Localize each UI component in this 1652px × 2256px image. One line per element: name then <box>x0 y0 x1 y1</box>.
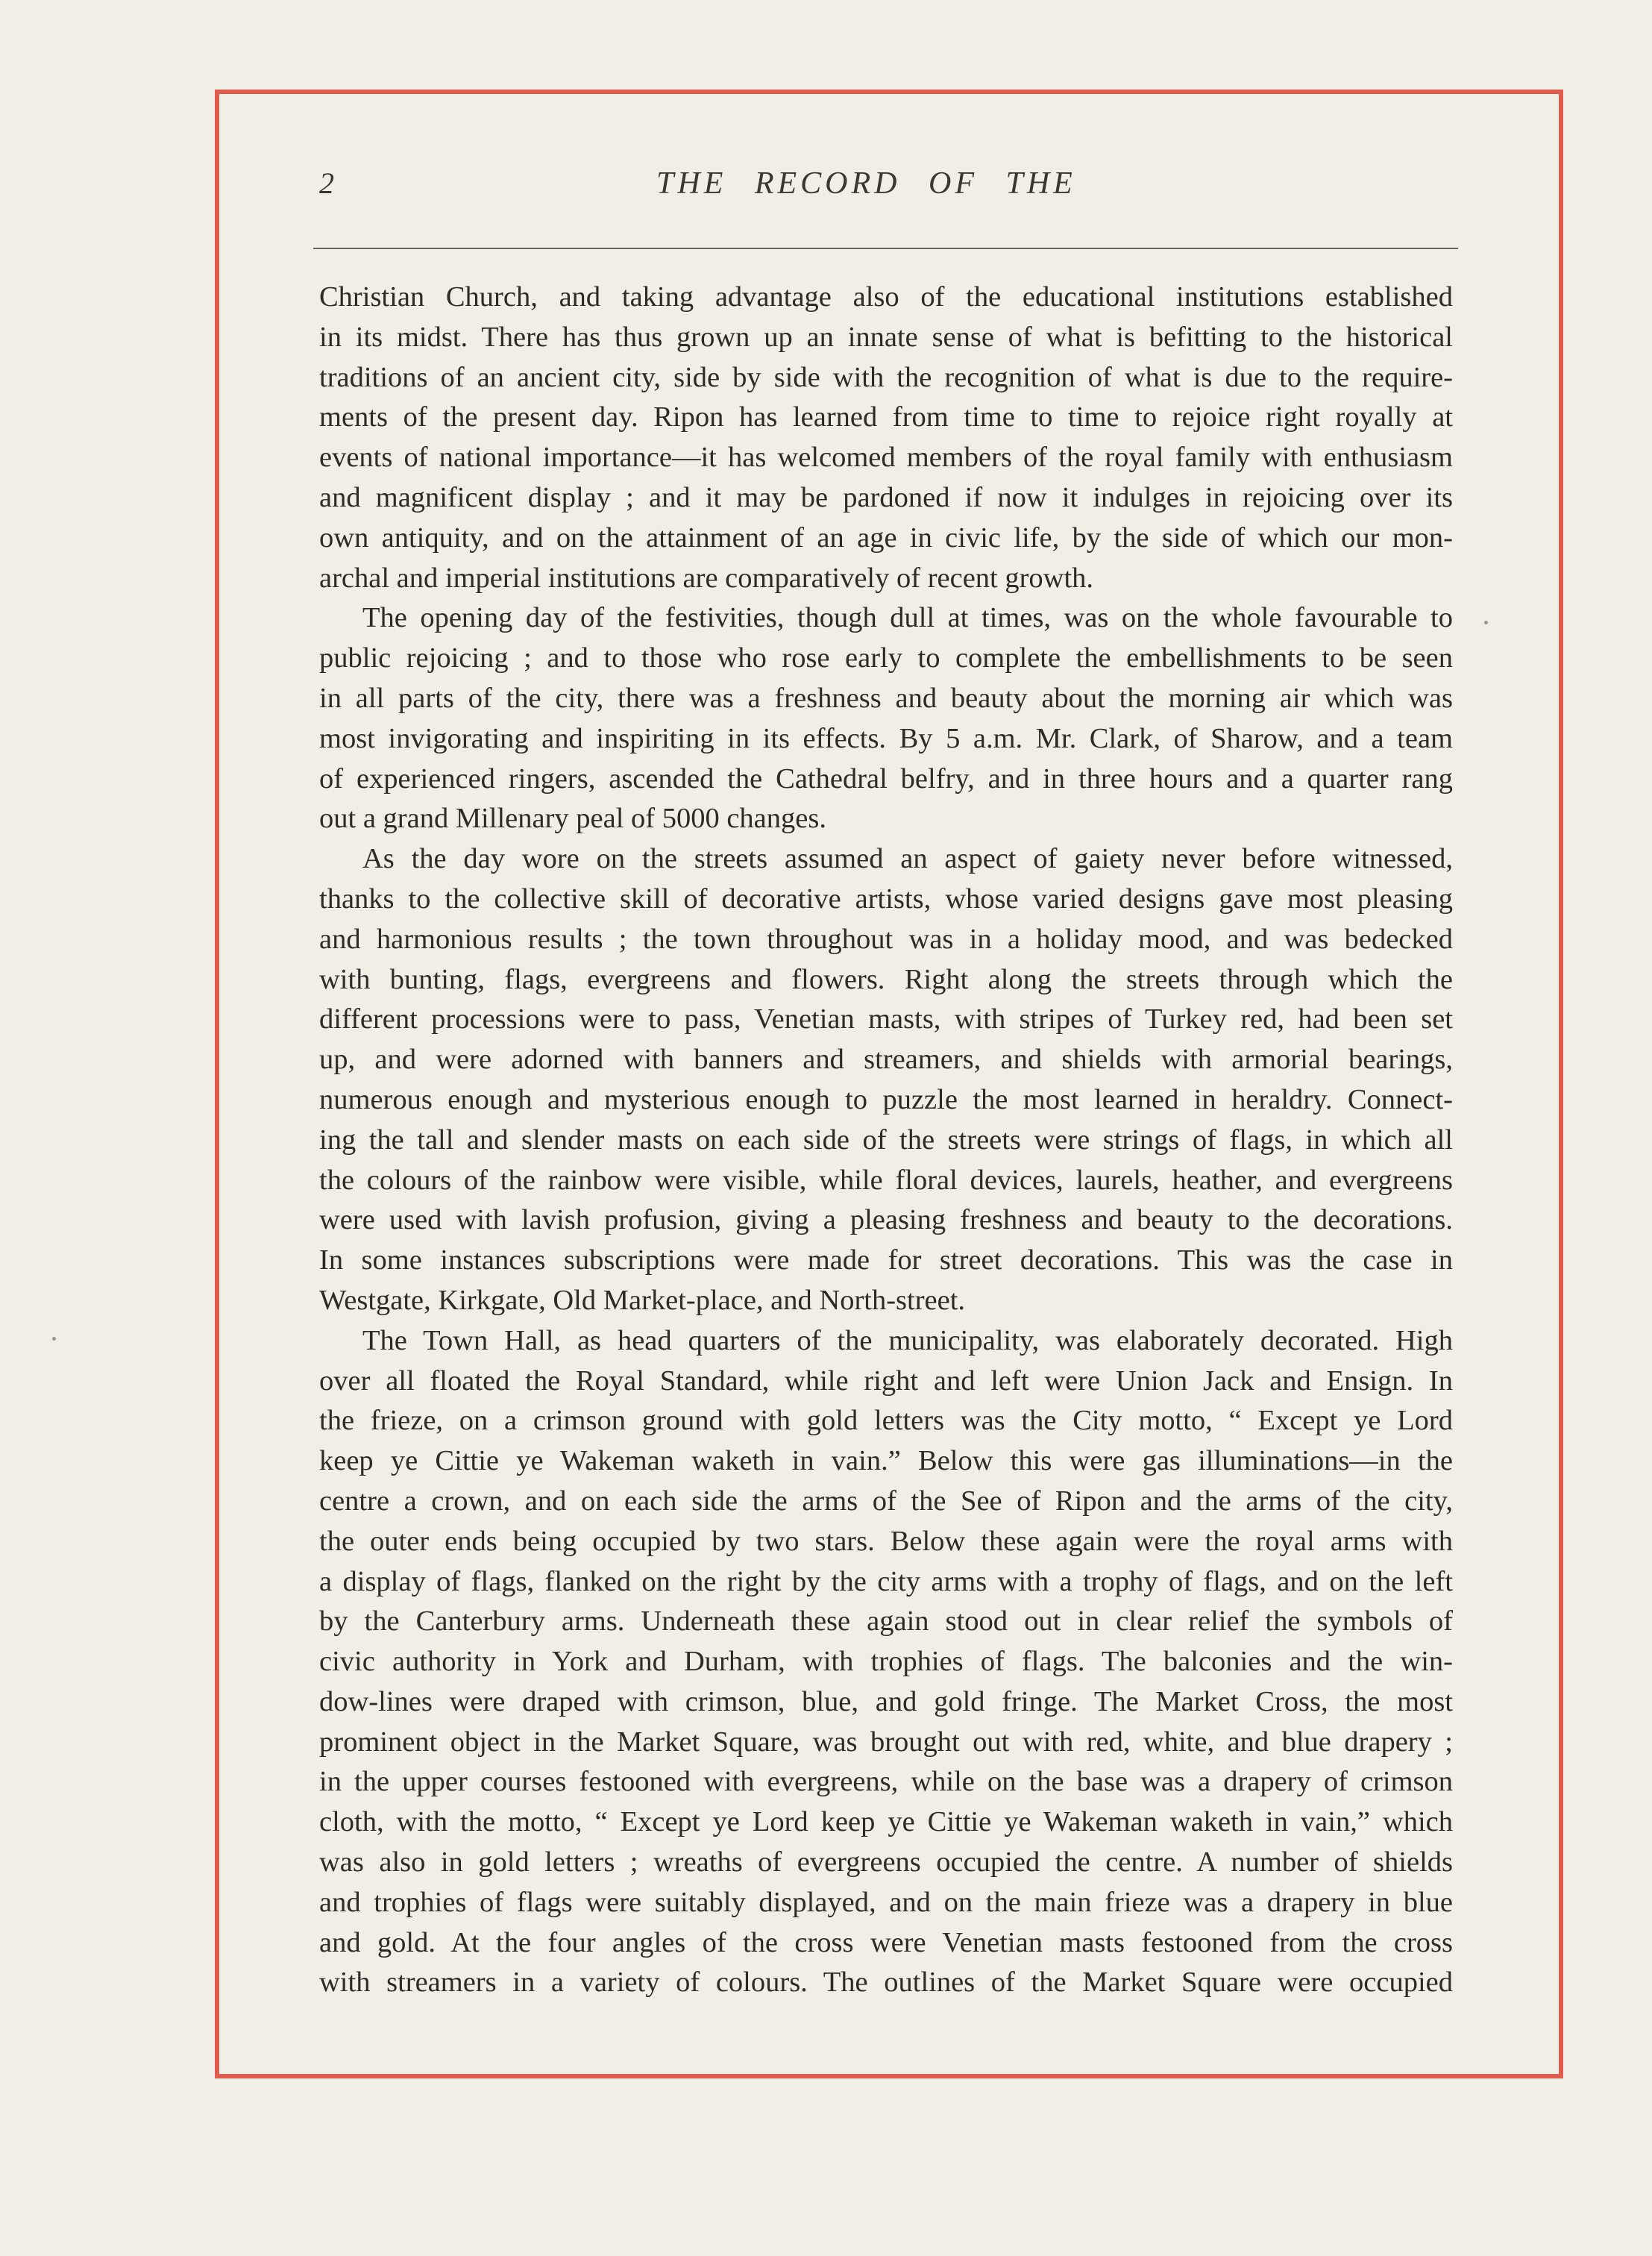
text-line: The opening day of the festivities, though dull at times, was on the whole favourable to <box>362 602 1453 634</box>
text-line: dow-lines were draped with crimson, blue, and gold fringe. The Market Cross, the most <box>319 1685 1453 1717</box>
text-line: archal and imperial institutions are comparatively of recent growth. <box>319 562 1094 594</box>
text-line: and trophies of flags were suitably displayed, and on the main frieze was a drapery in blue <box>319 1886 1453 1918</box>
running-title: THE RECORD OF THE <box>656 166 1076 201</box>
text-line: in the upper courses festooned with evergreens, while on the base was a drapery of crimson <box>319 1766 1453 1798</box>
header-rule <box>313 248 1458 249</box>
text-line: traditions of an ancient city, side by side with the recognition of what is due to the require- <box>319 361 1453 393</box>
margin-speck <box>1484 621 1488 624</box>
text-line: ments of the present day. Ripon has learned from time to time to rejoice right royally at <box>319 401 1453 433</box>
text-line: and gold. At the four angles of the cross were Venetian masts festooned from the cross <box>319 1926 1453 1958</box>
margin-speck <box>52 1337 56 1341</box>
text-line: prominent object in the Market Square, was brought out with red, white, and blue drapery ; <box>319 1726 1453 1758</box>
text-line: thanks to the collective skill of decorative artists, whose varied designs gave most pleasing <box>319 883 1453 915</box>
text-line: As the day wore on the streets assumed an aspect of gaiety never before witnessed, <box>362 843 1453 875</box>
paragraph <box>319 598 1453 839</box>
text-line: civic authority in York and Durham, with trophies of flags. The balconies and the win- <box>319 1646 1453 1678</box>
text-line: and magnificent display ; and it may be pardoned if now it indulges in rejoicing over its <box>319 481 1453 513</box>
text-line: with streamers in a variety of colours. The outlines of the Market Square were occupied <box>319 1967 1453 1999</box>
text-line: numerous enough and mysterious enough to puzzle the most learned in heraldry. Connect- <box>319 1083 1453 1115</box>
page-number: 2 <box>319 166 334 200</box>
text-line: a display of flags, flanked on the right by the city arms with a trophy of flags, and on the left <box>319 1565 1453 1597</box>
text-line: and harmonious results ; the town throughout was in a holiday mood, and was bedecked <box>319 923 1453 955</box>
text-line: of experienced ringers, ascended the Cathedral belfry, and in three hours and a quarter rang <box>319 762 1453 795</box>
text-line: by the Canterbury arms. Underneath these again stood out in clear relief the symbols of <box>319 1605 1453 1638</box>
text-line: were used with lavish profusion, giving a pleasing freshness and beauty to the decorations. <box>319 1204 1453 1236</box>
text-line: out a grand Millenary peal of 5000 changes. <box>319 803 826 835</box>
text-line: different processions were to pass, Venetian masts, with stripes of Turkey red, had been set <box>319 1003 1453 1035</box>
text-line: centre a crown, and on each side the arms of the See of Ripon and the arms of the city, <box>319 1485 1453 1517</box>
text-line: most invigorating and inspiriting in its effects. By 5 a.m. Mr. Clark, of Sharow, and a team <box>319 722 1453 754</box>
paragraph <box>319 278 1453 598</box>
text-line: the frieze, on a crimson ground with gold letters was the City motto, “ Except ye Lord <box>319 1405 1453 1437</box>
text-line: events of national importance—it has welcomed members of the royal family with enthusiasm <box>319 442 1453 474</box>
text-line: In some instances subscriptions were made for street decorations. This was the case in <box>319 1244 1453 1276</box>
text-line: with bunting, flags, evergreens and flowers. Right along the streets through which the <box>319 963 1453 995</box>
text-line: was also in gold letters ; wreaths of evergreens occupied the centre. A number of shields <box>319 1846 1453 1879</box>
text-line: the outer ends being occupied by two stars. Below these again were the royal arms with <box>319 1525 1453 1557</box>
body-text <box>319 278 1453 2003</box>
text-line: in all parts of the city, there was a freshness and beauty about the morning air which was <box>319 682 1453 714</box>
text-line: public rejoicing ; and to those who rose early to complete the embellishments to be seen <box>319 642 1453 674</box>
text-line: in its midst. There has thus grown up an innate sense of what is befitting to the historical <box>319 321 1453 353</box>
text-line: the colours of the rainbow were visible, while floral devices, laurels, heather, and evergreens <box>319 1164 1453 1196</box>
text-line: ing the tall and slender masts on each side of the streets were strings of flags, in which all <box>319 1124 1453 1156</box>
text-line: up, and were adorned with banners and streamers, and shields with armorial bearings, <box>319 1044 1453 1076</box>
text-line: Westgate, Kirkgate, Old Market-place, and North-street. <box>319 1284 966 1316</box>
text-line: The Town Hall, as head quarters of the municipality, was elaborately decorated. High <box>362 1324 1453 1356</box>
paragraph <box>319 1321 1453 2004</box>
text-line: own antiquity, and on the attainment of an age in civic life, by the side of which our mon- <box>319 521 1453 554</box>
paragraph <box>319 839 1453 1321</box>
text-line: over all floated the Royal Standard, while right and left were Union Jack and Ensign. In <box>319 1364 1453 1397</box>
text-line: keep ye Cittie ye Wakeman waketh in vain.” Below this were gas illuminations—in the <box>319 1445 1453 1477</box>
text-line: Christian Church, and taking advantage also of the educational institutions established <box>319 281 1453 313</box>
text-line: cloth, with the motto, “ Except ye Lord keep ye Cittie ye Wakeman waketh in vain,” which <box>319 1806 1453 1838</box>
